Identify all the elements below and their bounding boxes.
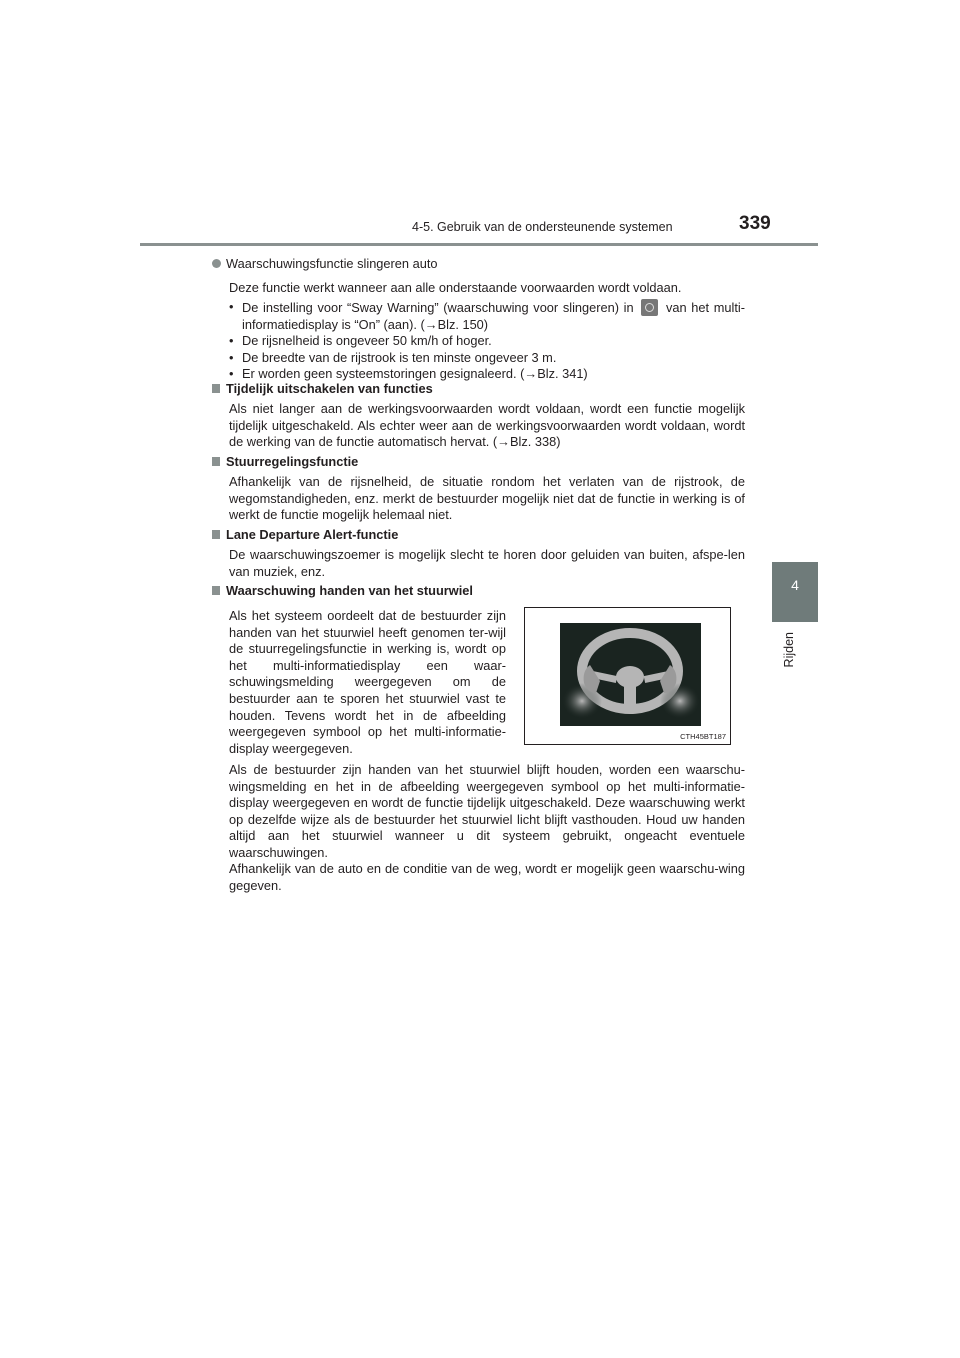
header-rule — [140, 243, 818, 246]
settings-icon — [641, 299, 658, 316]
sway-condition-4: • Er worden geen systeemstoringen gesignaleerd. (→Blz. 341) — [229, 366, 588, 382]
figure-code: CTH45BT187 — [680, 732, 726, 741]
sway-condition-1: • De instelling voor “Sway Warning” (waarschuwing voor slingeren) in van het multi-informatiedisplay is “On” (aan). (→Blz. 150) — [229, 299, 745, 332]
sway-intro: Deze functie werkt wanneer aan alle onderstaande voorwaarden wordt voldaan. — [229, 280, 682, 295]
display-screen — [560, 623, 701, 726]
section-4-body-last: Afhankelijk van de auto en de conditie van de weg, wordt er mogelijk geen waarschu-wing gegeven. — [229, 861, 745, 893]
square-bullet-icon — [212, 586, 220, 595]
sway-condition-3-text: De breedte van de rijstrook is ten minste ongeveer 3 m. — [242, 349, 557, 365]
sway-condition-1-post: van het multi-informatiedisplay is “On” (aan). (→Blz. 150) — [242, 300, 745, 332]
section-3-heading-text: Lane Departure Alert-functie — [226, 527, 399, 542]
section-1-heading-text: Tijdelijk uitschakelen van functies — [226, 381, 433, 396]
section-4-heading-text: Waarschuwing handen van het stuurwiel — [226, 583, 473, 598]
section-2-body: Afhankelijk van de rijsnelheid, de situatie rondom het verlaten van de rijstrook, de wegomstandigheden, enz. merkt de bestuurder mogelijk niet dat de functie in werking is of werkt de functie mogelijk helemaal niet. — [229, 474, 745, 523]
section-4-body-left: Als het systeem oordeelt dat de bestuurder zijn handen van het stuurwiel heeft genomen ter-wijl de stuurregelingsfunctie in werking is, wordt op het multi-informatiedisplay een waar-schuwingsmelding weergegeven om de bestuurder aan te sporen het stuurwiel vast te houden. Tevens wordt het in de afbeelding weergegeven symbool op het multi-informatie-display weergegeven. — [229, 608, 506, 756]
section-3-body: De waarschuwingszoemer is mogelijk slecht te horen door geluiden van buiten, afspe-len van muziek, enz. — [229, 547, 745, 579]
section-4-heading — [212, 583, 473, 600]
sway-heading — [212, 256, 438, 273]
sway-heading-text: Waarschuwingsfunctie slingeren auto — [226, 256, 438, 271]
sway-condition-2-text: De rijsnelheid is ongeveer 50 km/h of hoger. — [242, 333, 492, 349]
steering-wheel-warning-icon — [560, 623, 701, 726]
section-1-body: Als niet langer aan de werkingsvoorwaarden wordt voldaan, wordt een functie mogelijk tijdelijk uitgeschakeld. Als echter weer aan de werkingsvoorwaarden wordt voldaan, wordt de werking van de functie automatisch hervat. (→Blz. 338) — [229, 401, 745, 450]
sway-condition-4-text: Er worden geen systeemstoringen gesignaleerd. (→Blz. 341) — [242, 366, 588, 382]
circle-bullet-icon — [212, 259, 221, 268]
section-1-heading — [212, 381, 433, 398]
section-4-body-full: Als de bestuurder zijn handen van het stuurwiel blijft houden, worden een waarschu-wingsmelding en het in de afbeelding weergegeven symbool op het multi-informatie-display weergegeven en wordt de functie tijdelijk uitgeschakeld. Deze waarschuwing werkt op dezelfde wijze als de bestuurder het stuurwiel licht blijft vasthouden. Houd uw handen altijd aan het stuurwiel wanneer u dit systeem gebruikt, ongeacht eventuele waarschuwingen. — [229, 762, 745, 860]
square-bullet-icon — [212, 457, 220, 466]
square-bullet-icon — [212, 530, 220, 539]
page-header-title: 4-5. Gebruik van de ondersteunende systemen — [412, 220, 673, 234]
sway-condition-3: • De breedte van de rijstrook is ten minste ongeveer 3 m. — [229, 349, 557, 365]
section-2-heading-text: Stuurregelingsfunctie — [226, 454, 359, 469]
sway-condition-1-pre: De instelling voor “Sway Warning” (waarschuwing voor slingeren) in — [242, 300, 634, 315]
figure-hands-off-wheel — [524, 607, 731, 745]
section-3-heading — [212, 527, 398, 544]
section-2-heading — [212, 454, 358, 471]
chapter-label: Rijden — [782, 632, 796, 668]
square-bullet-icon — [212, 384, 220, 393]
sway-condition-list — [229, 299, 745, 383]
sway-condition-2: • De rijsnelheid is ongeveer 50 km/h of hoger. — [229, 333, 492, 349]
chapter-number: 4 — [791, 577, 799, 593]
page-number: 339 — [739, 213, 771, 234]
